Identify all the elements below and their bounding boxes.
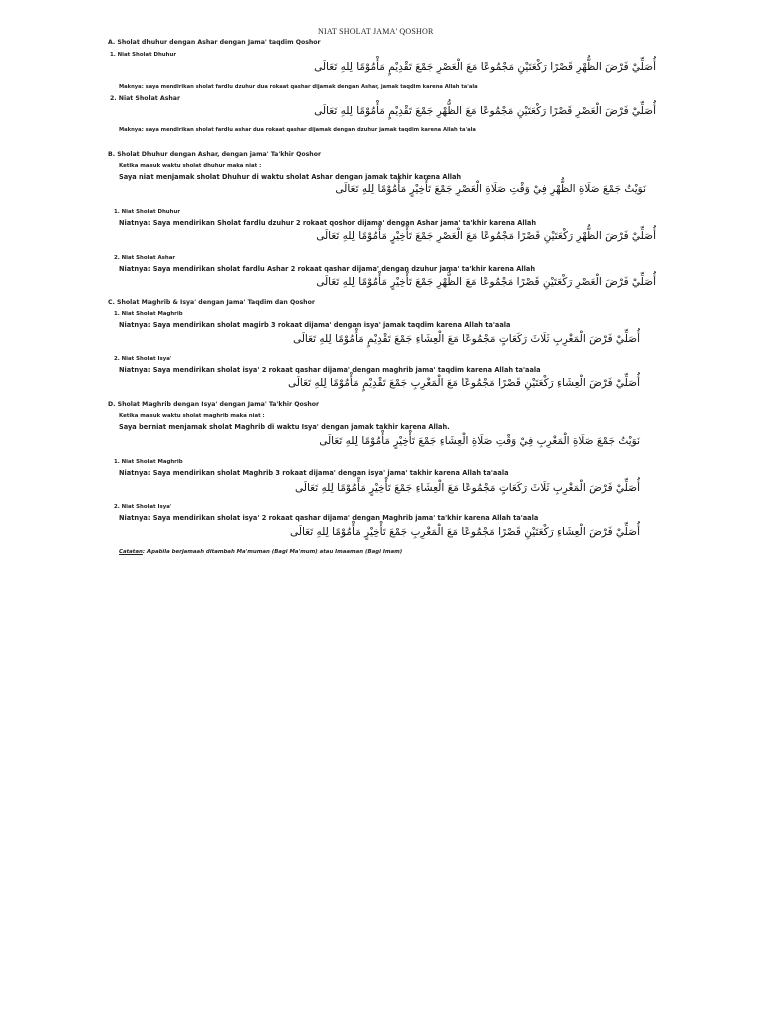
section-c-item1-arabic: أُصَلِّيْ فَرْضَ الْمَغْرِبِ ثَلَاثَ رَكَعَاتٍ مَجْمُوعًا مَعَ الْعِشَاءِ جَمْعَ تَقْدِيْمٍ مَأْمُوْمًا لِلهِ تَعَالَى — [292, 333, 640, 345]
section-b-heading: B. Sholat Dhuhur dengan Ashar, dengan jama' Ta'khir Qoshor — [108, 151, 321, 158]
section-d-item1-meaning: Niatnya: Saya mendirikan sholat Maghrib 3 rokaat dijama' dengan isya' jama' takhir karena Allah ta'aala — [119, 469, 509, 477]
section-a-item2-arabic: أُصَلِّيْ فَرْضَ الْعَصْرِ قَصْرًا رَكْعَتَيْنِ مَجْمُوعًا مَعَ الظُّهْرِ جَمْعَ تَقْدِيْمٍ مَأْمُوْمًا لِلهِ تَعَالَى — [314, 105, 656, 117]
section-b-item1-arabic: أُصَلِّيْ فَرْضَ الظُّهْرِ رَكْعَتَيْنِ قَصْرًا مَجْمُوعًا مَعَ الْعَصْرِ جَمْعَ تَأْخِيْرٍ مَأْمُوْمًا لِلهِ تَعَالَى — [316, 230, 656, 242]
section-b-item1-meaning: Niatnya: Saya mendirikan Sholat fardlu dzuhur 2 rokaat qoshor dijama' dengan Ashar jama' ta'khir karena Allah — [119, 219, 537, 227]
section-b-intro: Ketika masuk waktu sholat dhuhur maka niat : — [119, 163, 262, 169]
footnote-text: : Apabila berjamaah ditambah Ma'muman (Bagi Ma'mum) atau Imaaman (Bagi Imam) — [142, 549, 403, 555]
section-a-item1-arabic: أُصَلِّيْ فَرْضَ الظُّهْرِ قَصْرًا رَكْعَتَيْنِ مَجْمُوعًا مَعَ الْعَصْرِ جَمْعَ تَقْدِيْمٍ مَأْمُوْمًا لِلهِ تَعَالَى — [314, 61, 656, 73]
section-d-item2-meaning: Niatnya: Saya mendirikan sholat isya' 2 rokaat qashar dijama' dengan Maghrib jama' ta'khir karena Allah ta'aala — [119, 514, 539, 522]
section-d-intro: Ketika masuk waktu sholat maghrib maka niat : — [119, 413, 265, 419]
section-b-item1-label: 1. Niat Sholat Dhuhur — [114, 209, 180, 215]
section-c-item2-meaning: Niatnya: Saya mendirikan sholat isya' 2 rokaat qashar dijama' dengan maghrib jama' taqdim karena Allah ta'aala — [119, 366, 541, 374]
section-d-item1-arabic: أُصَلِّيْ فَرْضَ الْمَغْرِبِ ثَلَاثَ رَكَعَاتٍ مَجْمُوعًا مَعَ الْعِشَاءِ جَمْعَ تَأْخِيْرٍ مَأْمُوْمًا لِلهِ تَعَالَى — [295, 482, 640, 494]
page-title: NIAT SHOLAT JAMA' QOSHOR — [318, 27, 434, 36]
section-b-item2-arabic: أُصَلِّيْ فَرْضَ الْعَصْرِ رَكْعَتَيْنِ قَصْرًا مَجْمُوعًا مَعَ الظُّهْرِ جَمْعَ تَأْخِيْرٍ مَأْمُوْمًا لِلهِ تَعَالَى — [316, 276, 656, 288]
section-c-item2-label: 2. Niat Sholat Isya' — [114, 356, 172, 362]
section-a-heading: A. Sholat dhuhur dengan Ashar dengan Jama' taqdim Qoshor — [108, 39, 321, 46]
section-b-intro-meaning: Saya niat menjamak sholat Dhuhur di waktu sholat Ashar dengan jamak takhir karena Allah — [119, 173, 462, 181]
section-c-item1-meaning: Niatnya: Saya mendirikan sholat magirb 3 rokaat dijama' dengan isya' jamak taqdim karena Allah ta'aala — [119, 321, 511, 329]
section-d-item1-label: 1. Niat Sholat Maghrib — [114, 459, 183, 465]
section-b-intro-arabic: نَوَيْتُ جَمْعَ صَلَاةِ الظُّهْرِ فِيْ وَقْتِ صَلَاةِ الْعَصْرِ جَمْعَ تَأْخِيْرٍ مَأْمُوْمًا لِلهِ تَعَالَى — [335, 183, 646, 195]
section-a-item2-label: 2. Niat Sholat Ashar — [110, 95, 181, 102]
section-b-item2-label: 2. Niat Sholat Ashar — [114, 255, 176, 261]
section-d-heading: D. Sholat Maghrib dengan Isya' dengan Jama' Ta'khir Qoshor — [108, 401, 320, 408]
section-c-item2-arabic: أُصَلِّيْ فَرْضَ الْعِشَاءِ رَكْعَتَيْنِ قَصْرًا مَجْمُوعًا مَعَ الْمَغْرِبِ جَمْعَ تَقْدِيْمٍ مَأْمُوْمًا لِلهِ تَعَالَى — [287, 377, 640, 389]
section-d-item2-arabic: أُصَلِّيْ فَرْضَ الْعِشَاءِ رَكْعَتَيْنِ قَصْرًا مَجْمُوعًا مَعَ الْمَغْرِبِ جَمْعَ تَأْخِيْرٍ مَأْمُوْمًا لِلهِ تَعَالَى — [290, 526, 640, 538]
section-d-intro-meaning: Saya berniat menjamak sholat Maghrib di waktu Isya' dengan jamak takhir karena Allah. — [119, 423, 450, 431]
section-a-item2-meaning: Maknya: saya mendirikan sholat fardlu ashar dua rokaat qashar dijamak dengan dzuhur jamak taqdim karena Allah ta'ala — [119, 127, 476, 133]
section-a-item1-label: 1. Niat Sholat Dhuhur — [110, 52, 176, 58]
section-d-intro-arabic: نَوَيْتُ جَمْعَ صَلَاةِ الْمَغْرِبِ فِيْ وَقْتِ صَلَاةِ الْعِشَاءِ جَمْعَ تَأْخِيْرٍ مَأْمُوْمًا لِلهِ تَعَالَى — [319, 435, 640, 447]
section-c-item1-label: 1. Niat Sholat Maghrib — [114, 311, 183, 317]
section-b-item2-meaning: Niatnya: Saya mendirikan sholat fardlu Ashar 2 rokaat qashar dijama' dengan dzuhur jama' ta'khir karena Allah — [119, 265, 536, 273]
section-d-item2-label: 2. Niat Sholat Isya' — [114, 504, 172, 510]
footnote-label: Catatan — [119, 549, 143, 555]
section-a-item1-meaning: Maknya: saya mendirikan sholat fardlu dzuhur dua rokaat qashar dijamak dengan Ashar, jamak taqdim karena Allah ta'ala — [119, 84, 478, 90]
section-c-heading: C. Sholat Maghrib & Isya' dengan Jama' Taqdim dan Qoshor — [108, 299, 315, 306]
footnote — [119, 550, 402, 555]
